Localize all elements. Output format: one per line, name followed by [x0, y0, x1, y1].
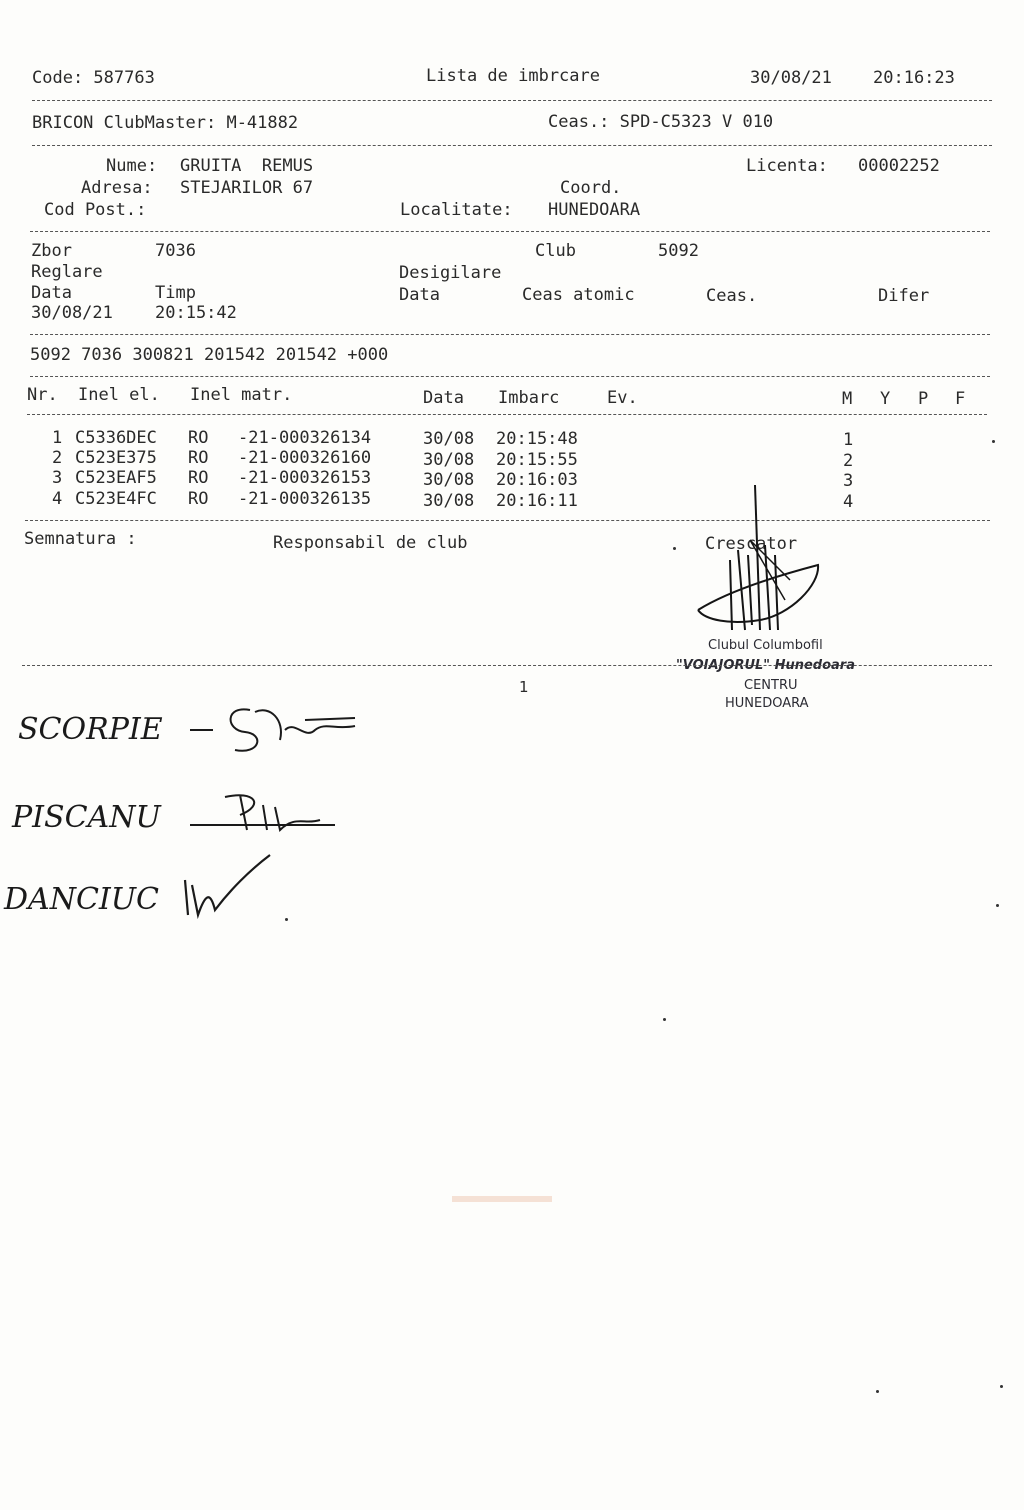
row-ro: RO	[188, 489, 209, 509]
postcode-label: Cod Post.:	[44, 200, 147, 220]
responsabil-label: Responsabil de club	[273, 533, 468, 553]
row-inel-matr: -21-000326134	[238, 428, 372, 448]
row-m: 3	[843, 471, 854, 491]
row-ro: RO	[188, 448, 209, 468]
row-inel-matr: -21-000326160	[238, 448, 372, 468]
row-imbarc: 20:15:48	[496, 429, 578, 449]
row-inel-el: C523EAF5	[75, 468, 157, 488]
col-f: F	[955, 389, 966, 409]
document-title: Lista de imbrcare	[426, 66, 600, 86]
crescator-label: Crescator	[705, 534, 798, 554]
row-nr: 4	[52, 489, 63, 509]
col-data: Data	[423, 388, 464, 408]
col-imbarc: Imbarc	[498, 388, 560, 408]
reglare-data-label: Data	[31, 283, 72, 303]
row-m: 1	[843, 430, 854, 450]
header-time: 20:16:23	[873, 68, 955, 88]
flight-code-line: 5092 7036 300821 201542 201542 +000	[30, 345, 389, 365]
reglare-time-value: 20:15:42	[155, 303, 237, 323]
divider	[22, 665, 992, 666]
desigilare-data-label: Data	[399, 285, 440, 305]
handwritten-signature-3	[180, 850, 280, 925]
club-value: 5092	[658, 241, 699, 261]
row-data: 30/08	[423, 429, 475, 449]
col-nr: Nr.	[27, 385, 58, 405]
row-inel-el: C523E375	[75, 448, 157, 468]
row-data: 30/08	[423, 450, 475, 470]
row-imbarc: 20:16:03	[496, 470, 578, 490]
row-inel-matr: -21-000326135	[238, 489, 372, 509]
handwritten-name-1: SCORPIE	[18, 712, 163, 747]
speck	[992, 440, 995, 443]
row-imbarc: 20:15:55	[496, 450, 578, 470]
header-date: 30/08/21	[750, 68, 832, 88]
speck	[876, 1390, 879, 1393]
row-imbarc: 20:16:11	[496, 491, 578, 511]
handwritten-signature-2	[185, 785, 355, 845]
stamp-line-2: "VOIAJORUL" Hunedoara	[676, 658, 855, 673]
address-label: Adresa:	[81, 178, 153, 198]
stamp-line-4: HUNEDOARA	[725, 696, 809, 711]
col-p: P	[918, 389, 929, 409]
coord-label: Coord.	[560, 178, 622, 198]
stamp-line-3: CENTRU	[744, 678, 798, 693]
speck	[1000, 1385, 1003, 1388]
col-m: M	[842, 389, 853, 409]
license-label: Licenta:	[746, 156, 828, 176]
device-label: BRICON ClubMaster: M-41882	[32, 113, 299, 133]
row-ro: RO	[188, 468, 209, 488]
speck	[285, 918, 288, 921]
difer-label: Difer	[878, 286, 930, 306]
handwritten-signature-1	[185, 700, 365, 760]
code-label: Code: 587763	[32, 68, 155, 88]
row-m: 4	[843, 492, 854, 512]
speck	[673, 547, 676, 550]
handwritten-name-3: DANCIUC	[4, 882, 160, 917]
row-nr: 3	[52, 468, 63, 488]
speck	[996, 904, 999, 907]
row-inel-el: C523E4FC	[75, 489, 157, 509]
license-value: 00002252	[858, 156, 940, 176]
divider	[30, 231, 990, 232]
locality-value: HUNEDOARA	[548, 200, 641, 220]
ceas-label: Ceas.	[706, 286, 758, 306]
divider	[30, 376, 990, 377]
divider	[27, 414, 987, 415]
reglare-label: Reglare	[31, 262, 103, 282]
row-nr: 1	[52, 428, 63, 448]
col-y: Y	[880, 389, 891, 409]
zbor-value: 7036	[155, 241, 196, 261]
reglare-timp-label: Timp	[155, 283, 196, 303]
col-inel-el: Inel el.	[78, 385, 160, 405]
col-ev: Ev.	[607, 388, 638, 408]
row-data: 30/08	[423, 470, 475, 490]
row-nr: 2	[52, 448, 63, 468]
club-label: Club	[535, 241, 576, 261]
name-label: Nume:	[106, 156, 158, 176]
divider	[25, 520, 990, 521]
row-m: 2	[843, 451, 854, 471]
clock-label: Ceas.: SPD-C5323 V 010	[548, 112, 774, 132]
speck	[663, 1018, 666, 1021]
faded-mark	[452, 1196, 552, 1202]
name-value: GRUITA REMUS	[180, 156, 314, 176]
address-value: STEJARILOR 67	[180, 178, 314, 198]
row-data: 30/08	[423, 491, 475, 511]
semnatura-label: Semnatura :	[24, 529, 137, 549]
handwritten-name-2: PISCANU	[12, 800, 161, 835]
desigilare-label: Desigilare	[399, 263, 502, 283]
divider	[32, 100, 992, 101]
col-inel-matr: Inel matr.	[190, 385, 293, 405]
row-inel-matr: -21-000326153	[238, 468, 372, 488]
divider	[32, 145, 992, 146]
reglare-date-value: 30/08/21	[31, 303, 113, 323]
divider	[30, 334, 990, 335]
ceas-atomic-label: Ceas atomic	[522, 285, 635, 305]
row-ro: RO	[188, 428, 209, 448]
locality-label: Localitate:	[400, 200, 513, 220]
row-inel-el: C5336DEC	[75, 428, 157, 448]
zbor-label: Zbor	[31, 241, 72, 261]
stamp-line-1: Clubul Columbofil	[708, 638, 823, 653]
page-number: 1	[519, 678, 529, 696]
